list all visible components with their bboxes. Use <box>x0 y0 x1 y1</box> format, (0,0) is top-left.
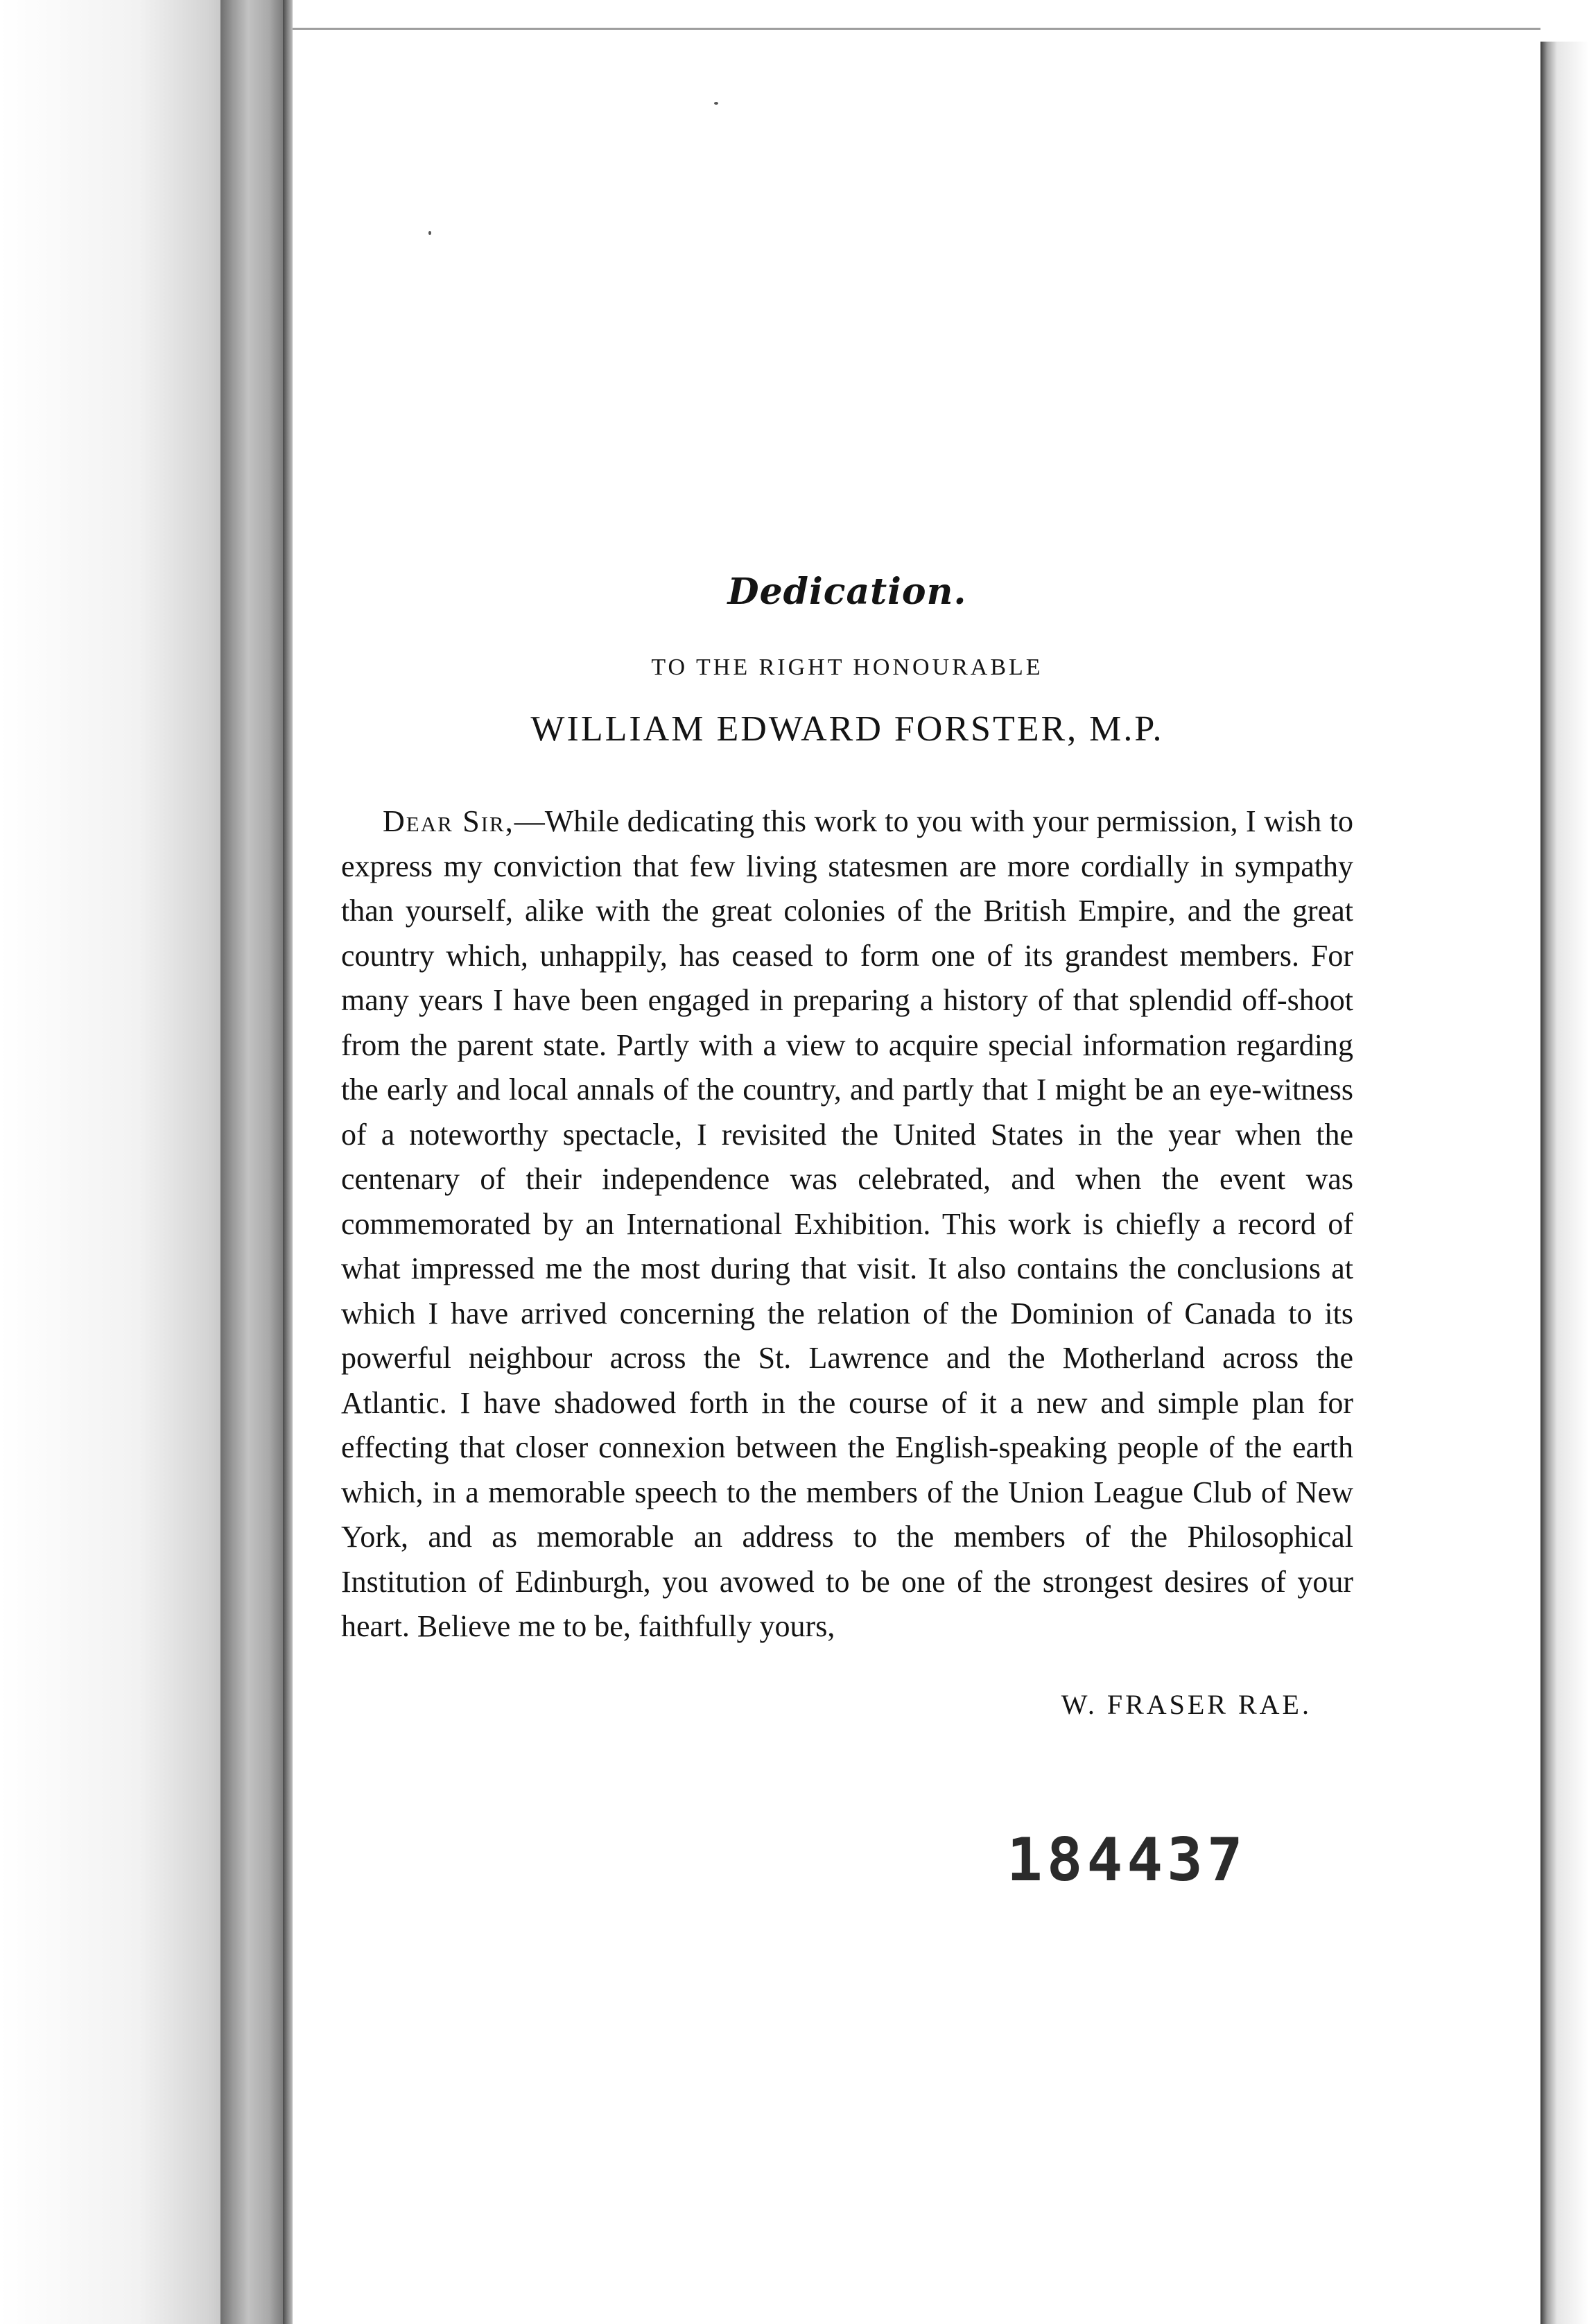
page-edge-left <box>283 0 293 2324</box>
ink-speck <box>428 231 431 235</box>
left-margin-shadow <box>0 0 222 2324</box>
dedication-body-text: —While dedicating this work to you with your permission, I wish to express my conviction that few living statesmen are more cordially in sympathy than yourself, alike with the great colonies of the British Empire, and the great country which, unhappily, has ceased to form one of its grandest members. For many years I have been engaged in preparing a history of that splendid off-shoot from the parent state. Partly with a view to acquire special information regarding the early and local annals of the country, and partly that I might be an eye-witness of a noteworthy spectacle, I revisited the United States in the year when the centenary of their independence was celebrated, and when the event was commemorated by an International Exhibition. This work is chiefly a record of what impressed me the most during that visit. It also contains the conclusions at which I have arrived concerning the relation of the Dominion of Canada to its powerful neighbour across the St. Lawrence and the Motherland across the Atlantic. I have shadowed forth in the course of it a new and simple plan for effecting that closer connexion between the English-speaking people of the earth which, in a memorable speech to the members of the Union League Club of New York, and as memorable an address to the members of the Philosophical Institution of Edinburgh, you avowed to be one of the strongest desires of your heart. Believe me to be, faithfully yours, <box>341 804 1353 1643</box>
accession-number-stamp: 184437 <box>1007 1826 1247 1895</box>
addressee-title: TO THE RIGHT HONOURABLE <box>651 654 1043 680</box>
ink-speck <box>714 102 718 105</box>
page-sheet <box>293 28 1540 2318</box>
page-edge-right <box>1540 42 1589 2324</box>
dedication-body <box>341 799 1353 1649</box>
book-binding-strip <box>220 0 283 2324</box>
dedication-heading: Dedication. <box>727 571 967 613</box>
addressee-name: WILLIAM EDWARD FORSTER, M.P. <box>530 709 1164 749</box>
dedication-text-block <box>341 571 1353 1721</box>
author-signature: W. FRASER RAE. <box>1061 1688 1312 1720</box>
salutation: Dear Sir, <box>383 804 514 838</box>
